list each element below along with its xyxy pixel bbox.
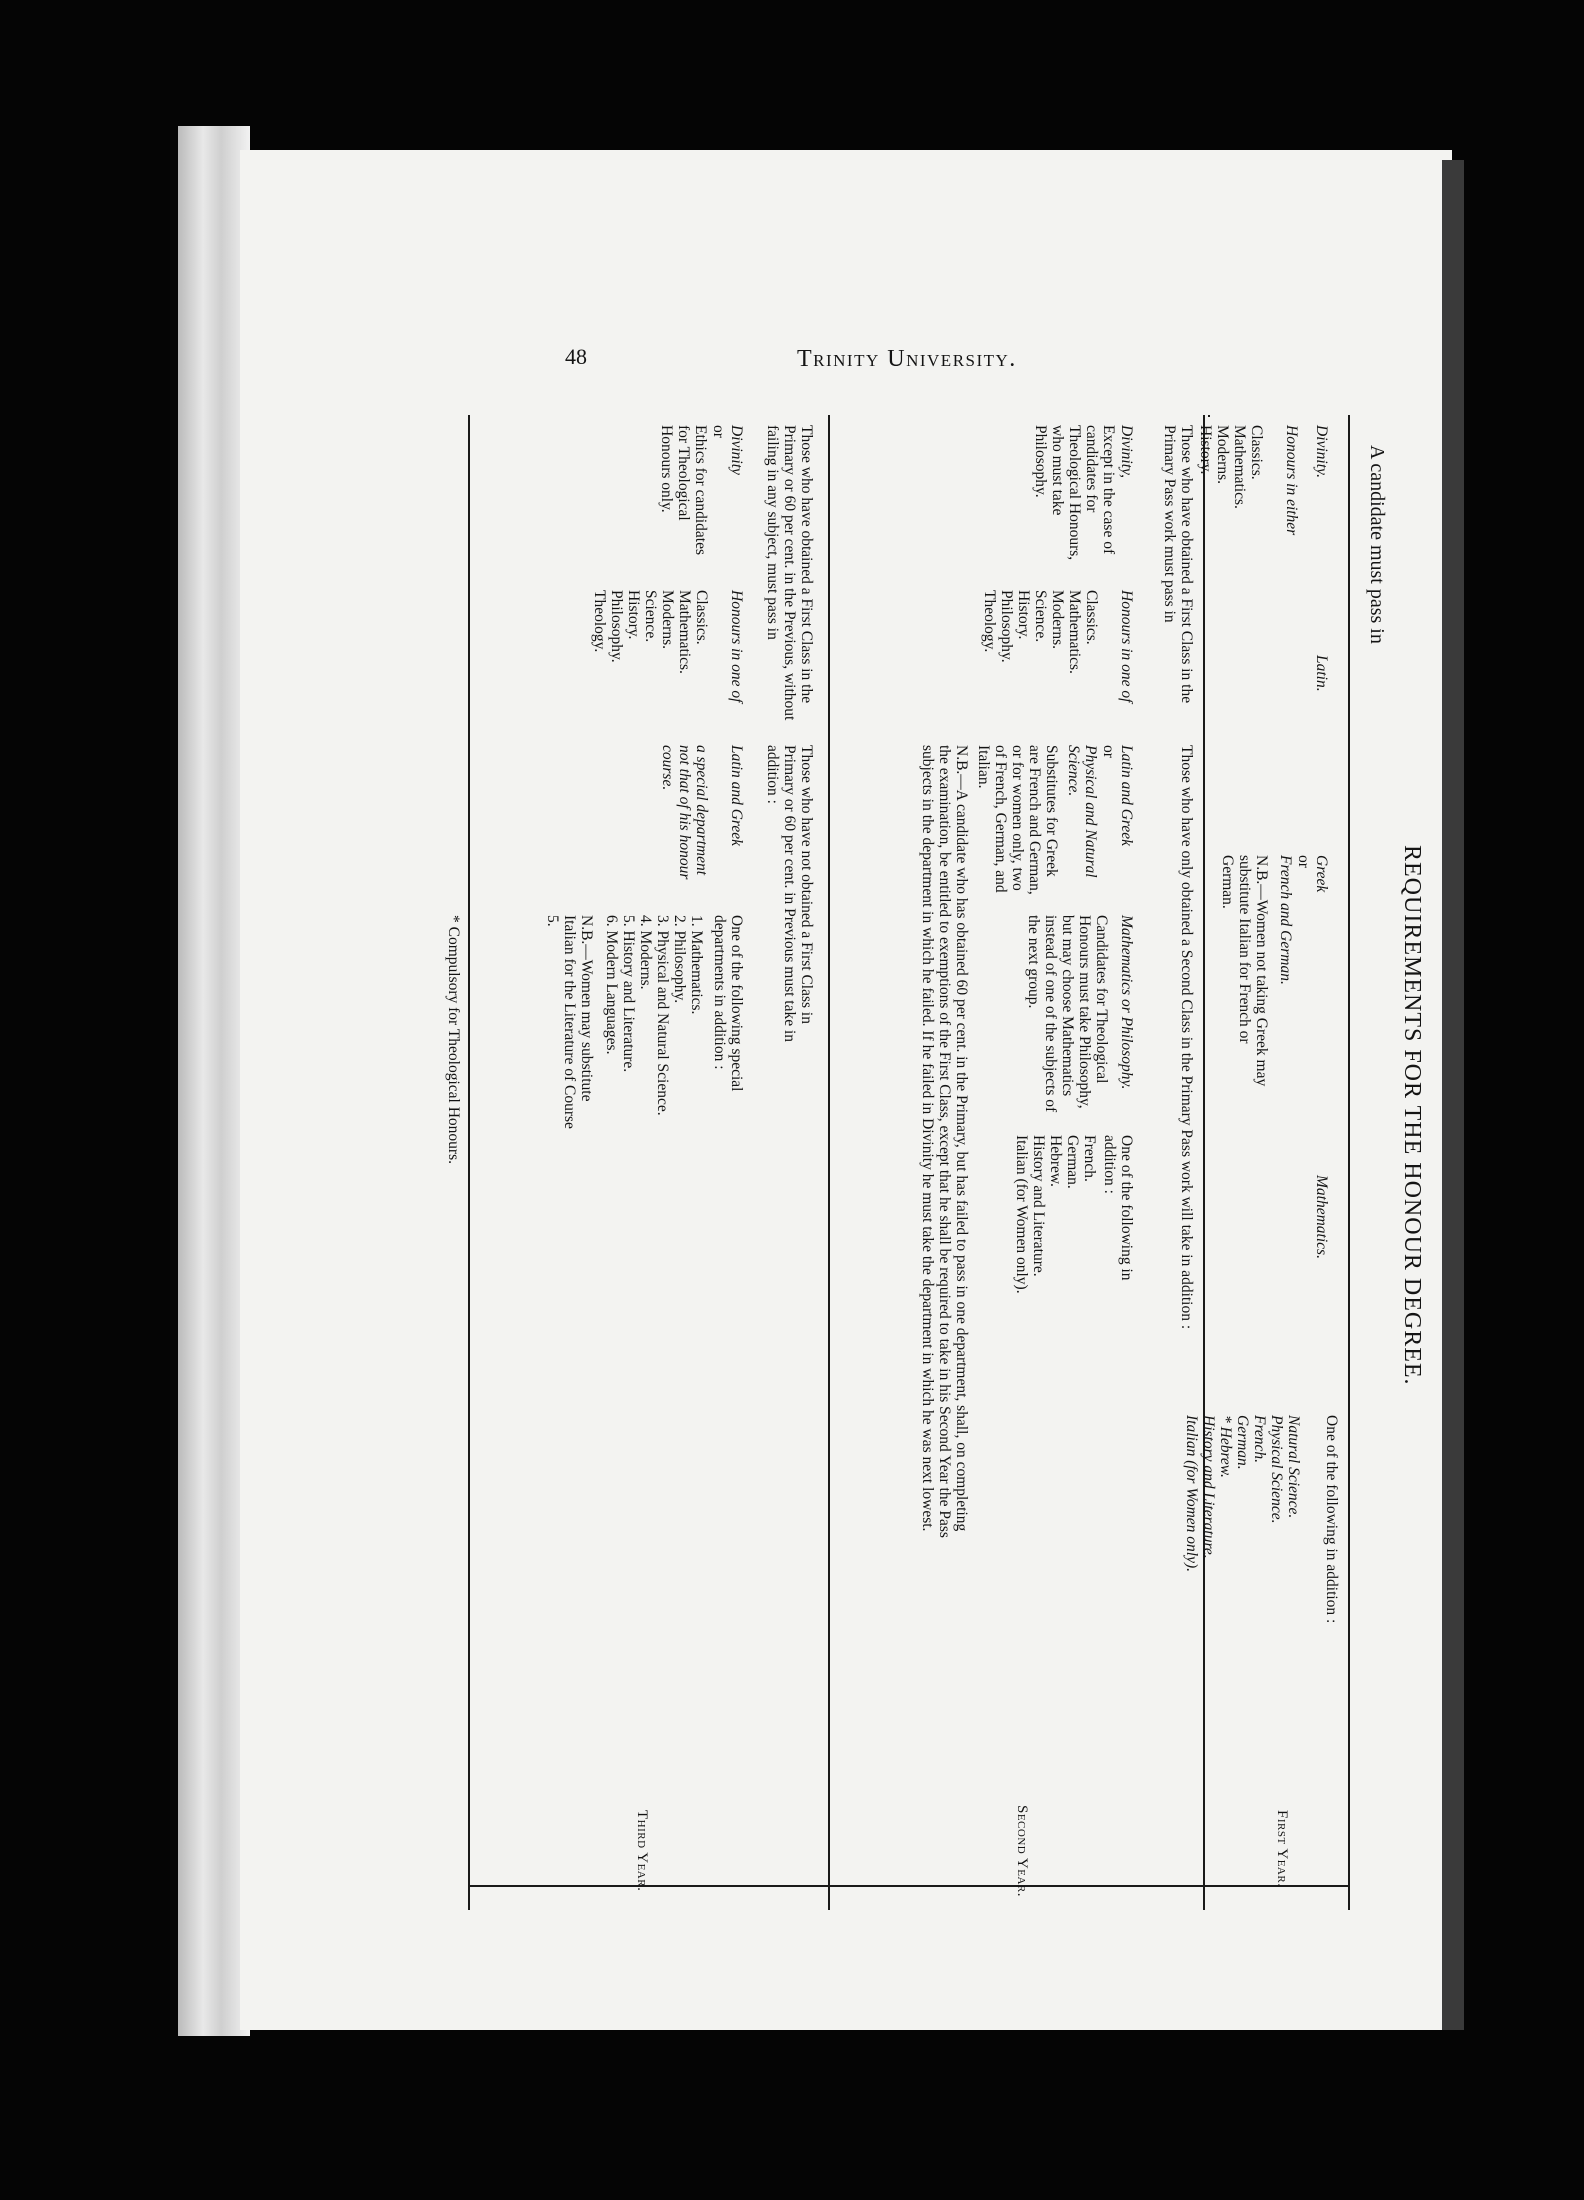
- ty-honours-head: Honours in one of: [728, 590, 745, 703]
- ty-ethics: Ethics for candidates for Theological Honours only.: [658, 425, 709, 555]
- footnote: * Compulsory for Theological Honours.: [445, 915, 462, 1164]
- sy-divinity: Divinity,: [1118, 425, 1135, 478]
- year-col-rule: [470, 1885, 1350, 1887]
- sy-phys-nat: Physical and Natural Science.: [1065, 745, 1099, 878]
- table-bottom-rule: [468, 415, 470, 1910]
- fy-divinity: Divinity.: [1313, 425, 1330, 478]
- sy-substitutes: Substitutes for Greek are French and German, or for women only, two of French, German, and Italian.: [975, 745, 1060, 895]
- sy-or: or: [1100, 745, 1117, 758]
- table-title: REQUIREMENTS FOR THE HONOUR DEGREE.: [1399, 845, 1425, 1386]
- page-number: 48: [565, 344, 587, 369]
- ty-special: a special department not that of his honour course.: [659, 745, 710, 880]
- fy-honours-list: Classics. Mathematics. Moderns. History.: [1197, 425, 1265, 509]
- fy-latin: Latin.: [1313, 655, 1330, 692]
- ty-special-head: One of the following special departments in addition :: [711, 915, 745, 1092]
- rotated-table: [445, 415, 1425, 1910]
- ty-intro-right: Those who have not obtained a First Class in Primary or 60 per cent. in Previous must take in addition :: [764, 745, 815, 1043]
- row-rule-1: [1204, 415, 1206, 1910]
- ty-honours-list: Classics. Mathematics. Moderns. Science. History. Philosophy. Theology.: [591, 590, 710, 674]
- ty-latin-greek: Latin and Greek: [728, 745, 745, 847]
- page-shadow: [1442, 160, 1464, 2030]
- running-head: Trinity University.: [797, 346, 1017, 372]
- sy-nb: N.B.—A candidate who has obtained 60 per cent. in the Primary, but has failed to pass in one department, shall, on completing the examination, be entitled to exemptions of the First Class, except that he shall be required to take in his Second Year the Pass subjects in the department in which he failed. If he failed in Divinity he must take the department in which he was next lowest.: [919, 745, 970, 1538]
- fy-greek: Greek: [1313, 855, 1330, 893]
- sy-honours-head: Honours in one of: [1118, 590, 1135, 703]
- fy-french-german: French and German.: [1277, 855, 1294, 985]
- sy-math-phil-note: Candidates for Theological Honours must take Philosophy, but may choose Mathematics instead of one of the subjects of the next group.: [1025, 915, 1110, 1113]
- row-rule-2: [829, 415, 831, 1910]
- table-subtitle: A candidate must pass in: [1366, 445, 1388, 644]
- fy-honours-head: Honours in either: [1283, 425, 1300, 536]
- table-top-rule: [1348, 415, 1350, 1910]
- fy-nb: N.B.—Women not taking Greek may substitute Italian for French or German.: [1219, 855, 1270, 1087]
- sy-one-following: One of the following in addition :: [1101, 1135, 1135, 1281]
- fy-or: or: [1295, 855, 1312, 868]
- sy-intro-left: Those who have obtained a First Class in the Primary Pass work must pass in: [1161, 425, 1195, 704]
- first-second-rule: [1208, 415, 1210, 417]
- sy-extras: French. German. Hebrew. History and Literature. Italian (for Women only).: [1013, 1135, 1098, 1294]
- sy-latin-greek: Latin and Greek: [1118, 745, 1135, 847]
- fy-one-following: One of the following in addition :: [1323, 1415, 1340, 1624]
- sy-intro-right: Those who have only obtained a Second Class in the Primary Pass work will take in addition :: [1178, 745, 1195, 1330]
- sy-honours-list: Classics. Mathematics. Moderns. Science. History. Philosophy. Theology.: [981, 590, 1100, 674]
- second-year-label: Second Year.: [1014, 1805, 1030, 1898]
- ty-special-list: 1. Mathematics. 2. Philosophy. 3. Physical and Natural Science. 4. Moderns. 5. History and Literature. 6. Modern Languages.: [603, 915, 705, 1116]
- sy-divinity-note: Except in the case of candidates for Theological Honours, who must take Philosophy.: [1032, 425, 1117, 561]
- sy-math-phil: Mathematics or Philosophy.: [1118, 915, 1135, 1090]
- ty-nb: N.B.—Women may substitute Italian for the Literature of Course 5.: [544, 915, 595, 1129]
- ty-or: or: [710, 425, 727, 438]
- third-year-label: Third Year.: [634, 1810, 650, 1892]
- fy-mathematics: Mathematics.: [1313, 1175, 1330, 1259]
- fy-extras: Natural Science. Physical Science. French. German. * Hebrew. History and Literature. Italian (for Women only).: [1183, 1415, 1302, 1572]
- ty-divinity: Divinity: [728, 425, 745, 475]
- first-year-label: First Year.: [1274, 1810, 1290, 1888]
- ty-intro-left: Those who have obtained a First Class in the Primary or 60 per cent. in the Previous, without failing in any subject, must pass in: [764, 425, 815, 721]
